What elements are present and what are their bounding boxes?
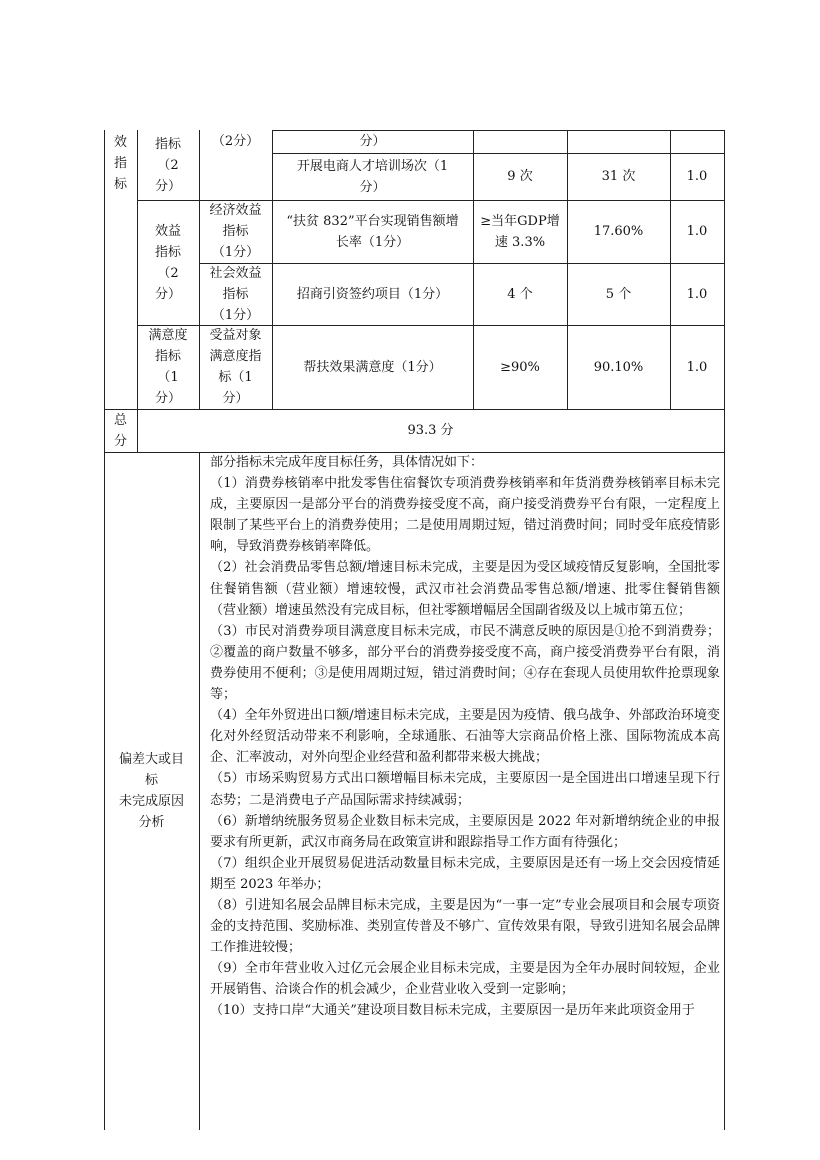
cell-cont-indicator: 指标 （2 分）	[154, 136, 181, 194]
col1-label-effect: 效 指 标	[113, 135, 127, 192]
cell-econ-name: “扶贫 832”平台实现销售额增 长率（1分）	[286, 213, 459, 250]
deviation-item-5: （5）市场采购贸易方式出口额增幅目标未完成，主要原因一是全国进出口增速呈现下行态势；二是消费电子产品国际需求持续减弱；	[210, 771, 720, 808]
deviation-item-9: （9）全市年营业收入过亿元会展企业目标未完成，主要是因为全年办展时间较短，企业开展销售、洽谈合作的机会减少，企业营业收入受到一定影响；	[210, 961, 720, 998]
cell-benefit-group: 效益 指标 （2 分）	[154, 223, 181, 302]
cell-satisfaction-name: 帮扶效果满意度（1分）	[303, 359, 442, 375]
cell-deviation-label: 偏差大或目 标 未完成原因 分析	[118, 752, 184, 830]
deviation-item-8: （8）引进知名展会品牌目标未完成，主要是因为“一事一定”专业会展项目和会展专项资金的支持范围、奖励标准、类别宣传普及不够广、宣传效果有限，导致引进知名展会品牌工作推进较慢；	[210, 897, 720, 956]
deviation-intro: 部分指标未完成年度目标任务，具体情况如下：	[210, 455, 484, 470]
cell-satisfaction-score: 1.0	[686, 359, 708, 375]
cell-satisfaction-type: 受益对象 满意度指 标（1 分）	[209, 328, 262, 406]
deviation-item-7: （7）组织企业开展贸易促进活动数量目标未完成，主要原因是还有一场上交会因疫情延期至 2023 年举办；	[210, 855, 720, 892]
cell-cont-tail: 分）	[359, 134, 386, 149]
cell-social-score: 1.0	[686, 286, 708, 302]
cell-econ-actual: 17.60%	[593, 224, 644, 239]
cell-training-target: 9 次	[507, 169, 533, 184]
deviation-item-10: （10）支持口岸“大通关”建设项目数目标未完成，主要原因一是历年来此项资金用于	[210, 1003, 695, 1019]
cell-satisfaction-group: 满意度 指标 （1 分）	[148, 328, 188, 406]
grid-v-deviation	[199, 452, 200, 1130]
cell-econ-score: 1.0	[686, 224, 708, 239]
cell-social-actual: 5 个	[605, 286, 632, 302]
deviation-item-4: （4）全年外贸进出口额/增速目标未完成，主要是因为疫情、俄乌战争、外部政治环境变化对外经贸活动带来不利影响，全球通胀、石油等大宗商品价格上涨、国际物流成本高企、汇率波动，对外向型企业经营和盈利都带来极大挑战；	[210, 708, 720, 766]
deviation-item-1: （1）消费券核销率中批发零售住宿餐饮专项消费券核销率和年货消费券核销率目标未完成，主要原因一是部分平台的消费券接受度不高，商户接受消费券平台有限，一定程度上限制了某些平台上的消费券使用；二是使用周期过短，错过消费时间；同时受年底疫情影响，导致消费券核销率降低。	[210, 476, 720, 555]
cell-satisfaction-target: ≥90%	[500, 359, 540, 375]
cell-training-name: 开展电商人才培训场次（1 分）	[296, 158, 449, 195]
cell-training-score: 1.0	[686, 169, 708, 184]
cell-econ-target: ≥当年GDP增 速 3.3%	[480, 213, 560, 250]
cell-social-name: 招商引资签约项目（1分）	[296, 286, 449, 302]
deviation-item-3: （3）市民对消费券项目满意度目标未完成，市民不满意反映的原因是①抢不到消费券；②覆盖的商户数量不够多，部分平台的消费券接受度不高，商户接受消费券平台有限，消费券使用不便利；③是使用周期过短，错过消费时间；④存在套现人员使用软件抢票现象等；	[210, 623, 720, 703]
cell-satisfaction-actual: 90.10%	[593, 359, 644, 375]
cell-total-label: 总 分	[113, 412, 127, 449]
deviation-analysis-text	[210, 452, 720, 1022]
table-border-right	[724, 130, 725, 1130]
deviation-item-6: （6）新增纳统服务贸易企业数目标未完成，主要原因是 2022 年对新增纳统企业的申报要求有所更新，武汉市商务局在政策宣讲和跟踪指导工作方面有待强化；	[210, 813, 720, 850]
cell-cont-score: （2分）	[211, 134, 260, 149]
cell-total-value: 93.3 分	[407, 423, 454, 438]
deviation-item-2: （2）社会消费品零售总额/增速目标未完成，主要是因为受区域疫情反复影响，全国批零住餐销售额（营业额）增速较慢，武汉市社会消费品零售总额/增速、批零住餐销售额（营业额）增速虽然没有完成目标，但社零额增幅居全国副省级及以上城市第五位；	[210, 560, 720, 618]
cell-econ-type: 经济效益 指标 （1分）	[209, 203, 262, 260]
cell-social-target: 4 个	[507, 286, 533, 302]
cell-social-type: 社会效益 指标 （1分）	[209, 265, 262, 323]
cell-training-actual: 31 次	[601, 169, 636, 184]
